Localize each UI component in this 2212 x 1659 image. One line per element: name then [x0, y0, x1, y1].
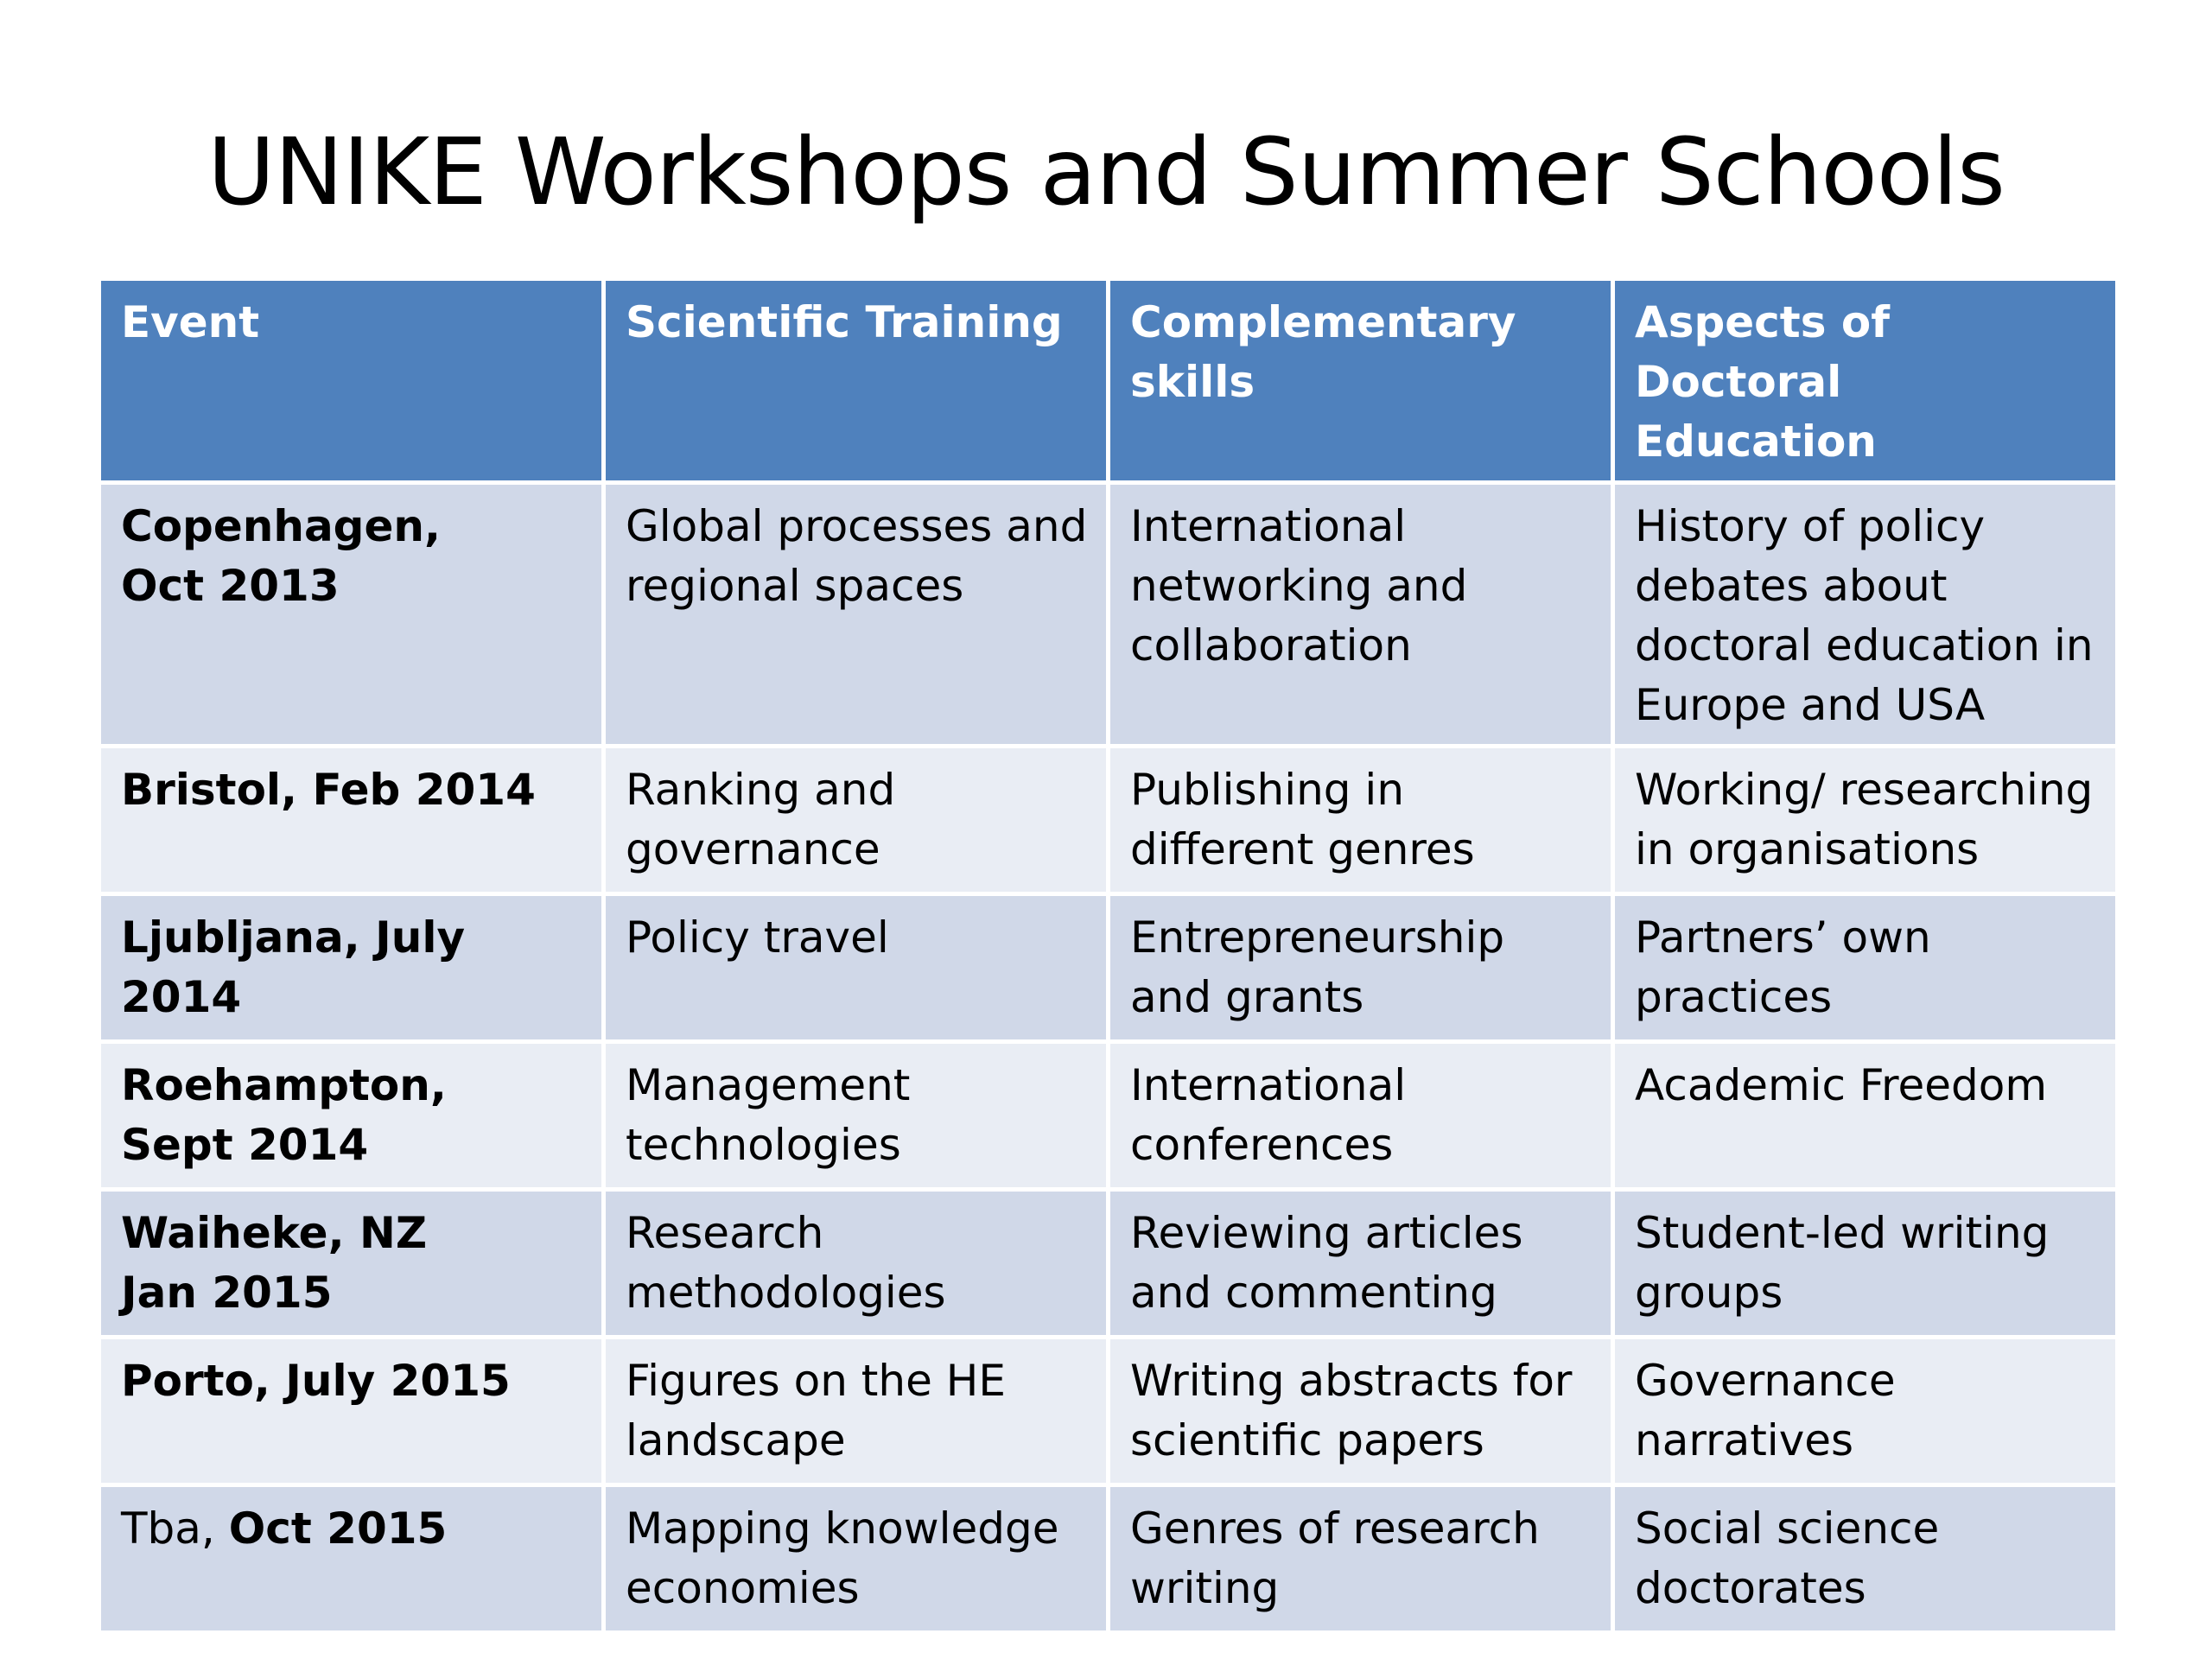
header-doctoral-education: Aspects of Doctoral Education — [1613, 279, 2118, 483]
table-row — [99, 747, 2118, 894]
doctoral-education-cell: Governance narratives — [1613, 1338, 2118, 1485]
doctoral-education-cell: Partners’ own practices — [1613, 894, 2118, 1042]
event-date: Oct 2015 — [228, 1503, 448, 1554]
event-name: Roehampton, — [121, 1060, 447, 1110]
event-name: Ljubljana, July 2014 — [121, 912, 466, 1022]
table-row — [99, 1042, 2118, 1190]
header-complementary-skills: Complementary skills — [1109, 279, 1613, 483]
scientific-training-cell: Global processes and regional spaces — [604, 483, 1109, 747]
scientific-training-cell: Management technologies — [604, 1042, 1109, 1190]
event-cell — [99, 1190, 604, 1338]
event-name: Copenhagen, — [121, 501, 441, 551]
slide-title: UNIKE Workshops and Summer Schools — [207, 119, 2005, 226]
complementary-skills-cell: Entrepreneurship and grants — [1109, 894, 1613, 1042]
table-row — [99, 1485, 2118, 1633]
table-row — [99, 483, 2118, 747]
table-row — [99, 1338, 2118, 1485]
event-name: Tba, — [121, 1503, 229, 1554]
event-cell — [99, 1042, 604, 1190]
scientific-training-cell: Mapping knowledge economies — [604, 1485, 1109, 1633]
scientific-training-cell: Research methodologies — [604, 1190, 1109, 1338]
scientific-training-cell: Figures on the HE landscape — [604, 1338, 1109, 1485]
doctoral-education-cell: Academic Freedom — [1613, 1042, 2118, 1190]
complementary-skills-cell: International conferences — [1109, 1042, 1613, 1190]
event-name: Waiheke, NZ — [121, 1208, 428, 1258]
event-name: Porto, July 2015 — [121, 1356, 511, 1406]
event-cell — [99, 747, 604, 894]
table-row — [99, 894, 2118, 1042]
table-header-row — [99, 279, 2118, 483]
table-row — [99, 1190, 2118, 1338]
event-cell — [99, 1338, 604, 1485]
complementary-skills-cell: International networking and collaboration — [1109, 483, 1613, 747]
doctoral-education-cell: Social science doctorates — [1613, 1485, 2118, 1633]
doctoral-education-cell: History of policy debates about doctoral education in Europe and USA — [1613, 483, 2118, 747]
doctoral-education-cell: Student-led writing groups — [1613, 1190, 2118, 1338]
complementary-skills-cell: Publishing in different genres — [1109, 747, 1613, 894]
event-date: Jan 2015 — [121, 1268, 333, 1318]
event-date: Oct 2013 — [121, 561, 340, 611]
workshops-table — [97, 276, 2120, 1635]
complementary-skills-cell: Writing abstracts for scientific papers — [1109, 1338, 1613, 1485]
complementary-skills-cell: Reviewing articles and commenting — [1109, 1190, 1613, 1338]
event-cell — [99, 894, 604, 1042]
header-scientific-training: Scientific Training — [604, 279, 1109, 483]
event-date: Sept 2014 — [121, 1120, 369, 1170]
doctoral-education-cell: Working/ researching in organisations — [1613, 747, 2118, 894]
scientific-training-cell: Ranking and governance — [604, 747, 1109, 894]
scientific-training-cell: Policy travel — [604, 894, 1109, 1042]
complementary-skills-cell: Genres of research writing — [1109, 1485, 1613, 1633]
event-cell — [99, 483, 604, 747]
event-cell — [99, 1485, 604, 1633]
header-event: Event — [99, 279, 604, 483]
event-name: Bristol, Feb 2014 — [121, 765, 536, 815]
